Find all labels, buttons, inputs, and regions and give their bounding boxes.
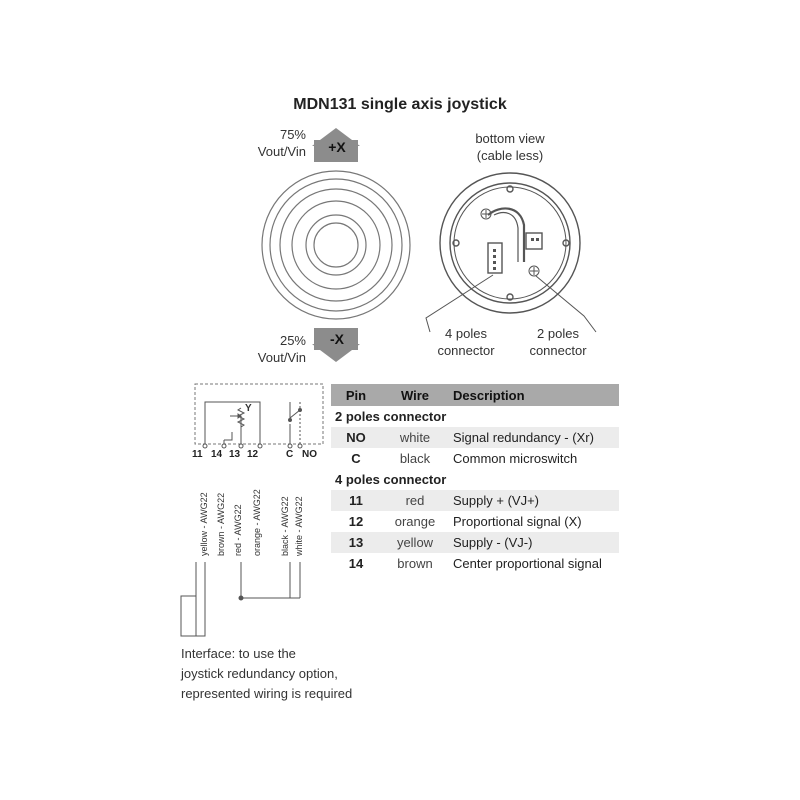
section-row [331,469,619,490]
diagram-title: MDN131 single axis joystick [293,96,507,113]
row-pin: 14 [348,556,364,571]
wire-label-black: black - AWG22 [280,496,290,556]
table-row [331,532,619,553]
row-description: Proportional signal (X) [453,514,582,529]
pin-label-no: NO [302,449,317,460]
table-row [331,427,619,448]
pin-table-header [331,384,619,406]
table-row [331,448,619,469]
row-description: Center proportional signal [453,556,602,571]
section-title: 4 poles connector [335,472,447,487]
row-pin: 11 [331,490,381,511]
plus-ratio: Vout/Vin [257,144,306,159]
four-poles-label: 4 poles [445,326,487,341]
four-poles-sublabel: connector [437,343,495,358]
note-line: joystick redundancy option, [181,666,338,681]
row-description: Signal redundancy - (Xr) [449,427,619,448]
minus-ratio: Vout/Vin [257,350,306,365]
row-description: Supply + (VJ+) [449,490,619,511]
row-wire: orange [394,514,436,529]
wire-label-red: red - AWG22 [233,504,243,556]
wire-label-brown: brown - AWG22 [216,492,226,556]
interface-note [181,644,441,704]
minus-percent: 25% [279,333,306,348]
minus-x-label: -X [330,331,344,347]
row-pin: 13 [331,532,381,553]
plus-x-label: +X [328,139,346,155]
pot-y-label: Y [245,403,252,414]
table-row [331,490,619,511]
section-title: 2 poles connector [335,409,447,424]
wire-label-yellow: yellow - AWG22 [199,492,209,556]
pin-label-13: 13 [229,449,241,460]
two-poles-label: 2 poles [537,326,579,341]
row-description: Supply - (VJ-) [449,532,619,553]
two-poles-sublabel: connector [529,343,587,358]
row-wire: white [381,427,449,448]
row-wire: red [381,490,449,511]
table-row [331,511,619,532]
pin-label-11: 11 [192,449,203,460]
section-row [331,406,619,427]
row-pin: C [351,451,361,466]
wire-column-header: Wire [381,384,449,406]
plus-percent: 75% [279,127,306,142]
description-column-header: Description [449,384,619,406]
wire-label-white: white - AWG22 [294,496,304,556]
pin-table [331,384,619,574]
row-pin: 12 [348,514,364,529]
row-wire: black [399,451,431,466]
note-line: Interface: to use the [181,646,296,661]
note-line: represented wiring is required [181,686,353,701]
row-pin: NO [331,427,381,448]
pin-label-14: 14 [211,449,223,460]
pin-label-12: 12 [247,449,259,460]
row-description: Common microswitch [453,451,578,466]
bottom-view-label: bottom view [475,131,545,146]
wire-label-orange: orange - AWG22 [252,489,262,556]
pin-column-header: Pin [331,384,381,406]
table-row [331,553,619,574]
row-wire: yellow [381,532,449,553]
bottom-view-sublabel: (cable less) [476,148,544,163]
row-wire: brown [397,556,433,571]
pin-label-c: C [286,449,294,460]
